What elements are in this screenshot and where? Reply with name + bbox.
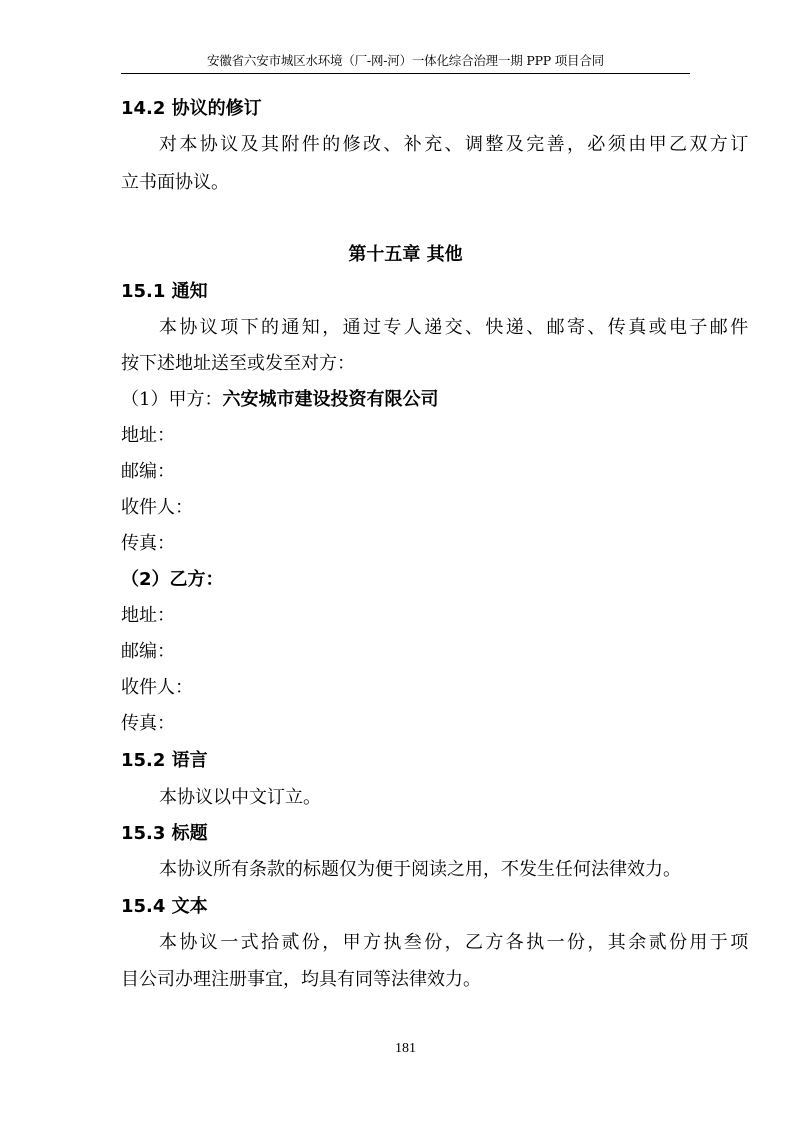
party-b-fax: 传真：	[121, 713, 175, 734]
section-15-2-heading: 15.2 语言	[121, 750, 208, 771]
party-a-address: 地址：	[121, 425, 175, 446]
party-a-name: 六安城市建设投资有限公司	[222, 389, 439, 410]
section-15-4-heading: 15.4 文本	[121, 896, 208, 917]
chapter-15-title: 第十五章 其他	[348, 244, 463, 265]
party-a-row	[121, 388, 438, 412]
page-number: 181	[395, 1041, 416, 1056]
party-b-recipient: 收件人：	[121, 677, 193, 698]
running-header: 安徽省六安市城区水环境（厂-网-河）一体化综合治理一期 PPP 项目合同	[207, 53, 604, 68]
section-15-1-body-line-2: 按下述地址送至或发至对方：	[121, 353, 355, 374]
section-15-4-body-line-2: 目公司办理注册事宜，均具有同等法律效力。	[121, 969, 481, 990]
section-14-2-body-line-2: 立书面协议。	[121, 172, 229, 193]
party-b-address: 地址：	[121, 605, 175, 626]
party-b-postcode: 邮编：	[121, 641, 175, 662]
section-15-3-body: 本协议所有条款的标题仅为便于阅读之用，不发生任何法律效力。	[159, 859, 681, 880]
section-15-4-body-line-1: 本协议一式拾贰份，甲方执叁份，乙方各执一份，其余贰份用于项	[159, 932, 751, 953]
section-15-2-body: 本协议以中文订立。	[159, 787, 321, 808]
party-b-label: （2）乙方：	[121, 569, 224, 590]
party-a-fax: 传真：	[121, 533, 175, 554]
section-14-2-heading: 14.2 协议的修订	[121, 98, 262, 119]
section-14-2-body-line-1: 对本协议及其附件的修改、补充、调整及完善，必须由甲乙双方订	[159, 134, 751, 155]
section-15-1-body-line-1: 本协议项下的通知，通过专人递交、快递、邮寄、传真或电子邮件	[159, 317, 751, 338]
section-15-1-heading: 15.1 通知	[121, 281, 208, 302]
party-a-label: （1）甲方：	[121, 389, 223, 410]
party-a-postcode: 邮编：	[121, 461, 175, 482]
header-divider	[121, 73, 690, 74]
party-a-recipient: 收件人：	[121, 497, 193, 518]
section-15-3-heading: 15.3 标题	[121, 823, 208, 844]
